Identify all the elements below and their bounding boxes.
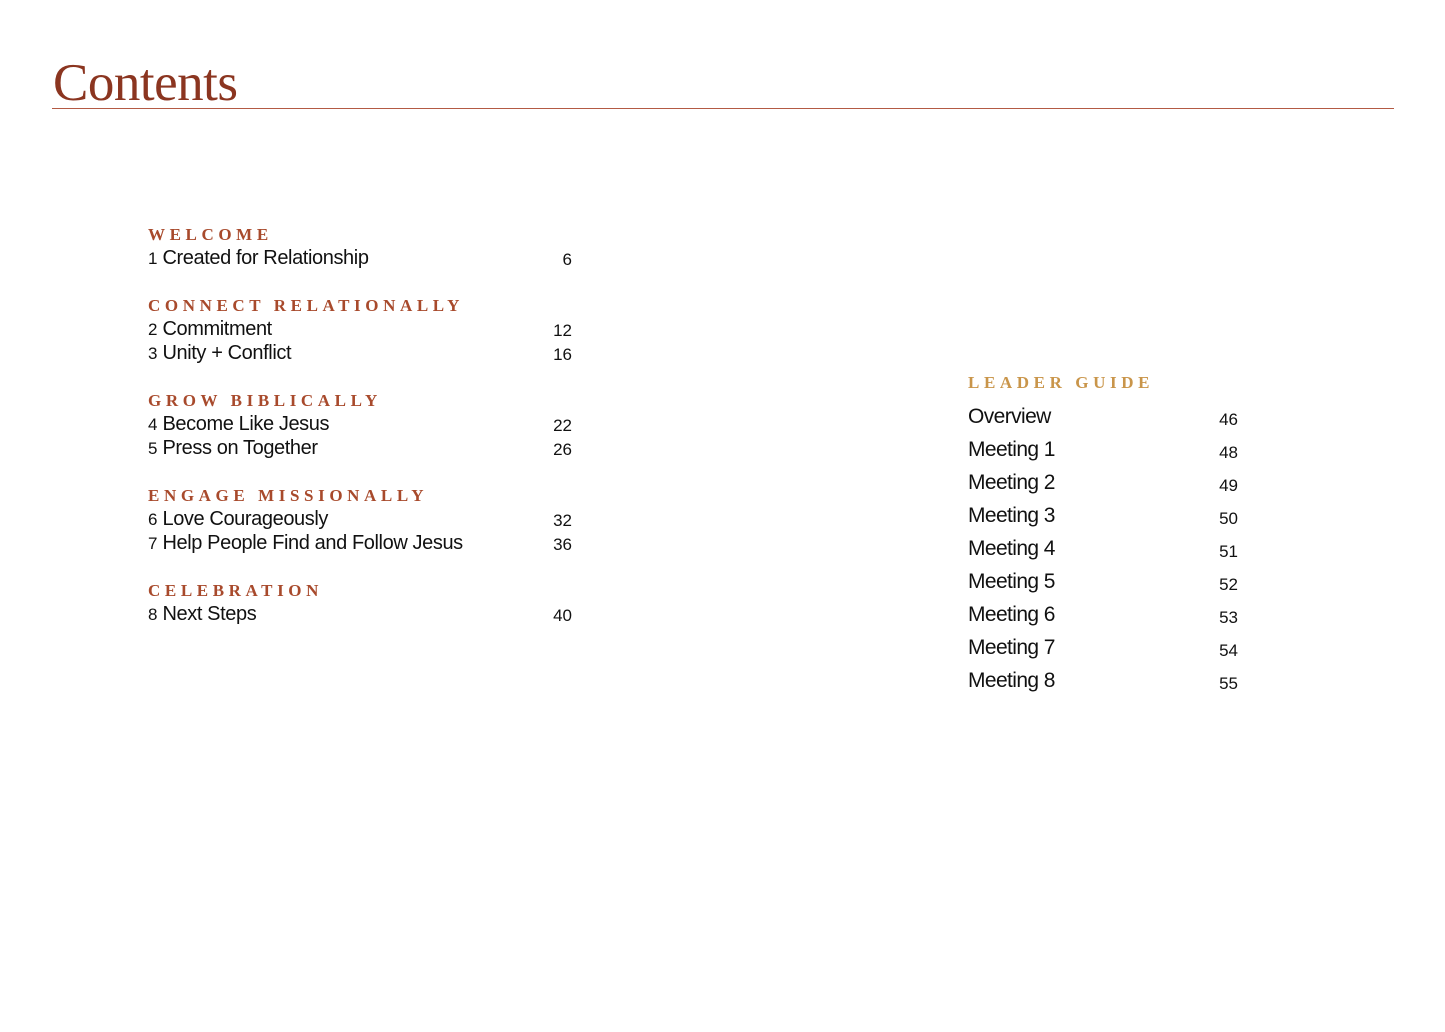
page-number: 26	[553, 440, 572, 459]
page-number: 36	[553, 535, 572, 554]
chapter-title: Press on Together	[162, 437, 318, 459]
chapter-title: Unity + Conflict	[162, 342, 292, 364]
page-title: Contents	[53, 54, 238, 112]
page-number: 22	[553, 415, 572, 435]
toc-leader-guide	[968, 372, 1240, 699]
page-number: 48	[1219, 443, 1238, 462]
chapter-number: 6	[148, 509, 158, 529]
leader-entry[interactable]	[968, 633, 1240, 666]
chapter-number: 4	[148, 414, 158, 434]
toc-section-connect-relationally	[148, 295, 572, 366]
section-heading: WELCOME	[148, 225, 273, 244]
page-number: 12	[553, 320, 572, 340]
leader-entry[interactable]	[968, 402, 1240, 435]
page-number: 16	[553, 345, 572, 364]
page-number: 50	[1219, 509, 1238, 528]
page-number: 32	[553, 510, 572, 530]
leader-entry[interactable]	[968, 567, 1240, 600]
toc-section-celebration	[148, 580, 572, 627]
leader-guide-heading: LEADER GUIDE	[968, 373, 1155, 392]
title-divider	[52, 108, 1394, 109]
chapter-title: Help People Find and Follow Jesus	[162, 532, 463, 554]
leader-entry[interactable]	[968, 501, 1240, 534]
toc-entry[interactable]	[148, 246, 572, 271]
page-number: 49	[1219, 476, 1238, 495]
chapter-title: Love Courageously	[162, 507, 329, 530]
leader-entry-title: Meeting 1	[968, 438, 1055, 461]
toc-entry[interactable]	[148, 317, 572, 342]
chapter-number: 5	[148, 439, 158, 458]
leader-entry[interactable]	[968, 534, 1240, 567]
chapter-number: 2	[148, 319, 158, 339]
toc-entry[interactable]	[148, 507, 572, 532]
page-number: 46	[1219, 410, 1238, 429]
leader-entry[interactable]	[968, 435, 1240, 468]
toc-entry[interactable]	[148, 412, 572, 437]
section-heading: CONNECT RELATIONALLY	[148, 295, 465, 315]
page-number: 51	[1219, 542, 1238, 561]
toc-main	[148, 224, 572, 650]
chapter-number: 8	[148, 604, 158, 624]
toc-entry[interactable]	[148, 602, 572, 627]
chapter-title: Become Like Jesus	[162, 412, 330, 435]
toc-section-engage-missionally	[148, 485, 572, 556]
leader-entry-title: Meeting 6	[968, 603, 1055, 626]
section-heading: CELEBRATION	[148, 580, 323, 600]
leader-entry-title: Meeting 3	[968, 504, 1055, 527]
chapter-title: Next Steps	[162, 602, 257, 625]
chapter-number: 7	[148, 534, 158, 553]
toc-entry[interactable]	[148, 531, 572, 556]
page-number: 54	[1219, 641, 1238, 660]
page-number: 55	[1219, 674, 1238, 693]
toc-section-welcome	[148, 224, 572, 271]
chapter-title: Commitment	[162, 317, 272, 340]
page-number: 40	[553, 605, 572, 625]
leader-entry[interactable]	[968, 468, 1240, 501]
chapter-number: 3	[148, 344, 158, 363]
page-number: 6	[562, 250, 572, 269]
toc-entry[interactable]	[148, 436, 572, 461]
section-heading: ENGAGE MISSIONALLY	[148, 485, 429, 505]
leader-entry-title: Meeting 2	[968, 471, 1055, 494]
chapter-number: 1	[148, 249, 158, 268]
section-heading: GROW BIBLICALLY	[148, 390, 382, 410]
leader-entry-title: Meeting 8	[968, 669, 1055, 692]
leader-entry[interactable]	[968, 600, 1240, 633]
leader-entry[interactable]	[968, 666, 1240, 699]
toc-section-grow-biblically	[148, 390, 572, 461]
leader-entry-title: Meeting 5	[968, 570, 1055, 593]
toc-entry[interactable]	[148, 341, 572, 366]
leader-entry-title: Meeting 4	[968, 537, 1055, 560]
leader-entry-title: Overview	[968, 405, 1051, 428]
leader-entry-title: Meeting 7	[968, 636, 1055, 659]
chapter-title: Created for Relationship	[162, 247, 369, 269]
page-number: 53	[1219, 608, 1238, 627]
page-number: 52	[1219, 575, 1238, 594]
